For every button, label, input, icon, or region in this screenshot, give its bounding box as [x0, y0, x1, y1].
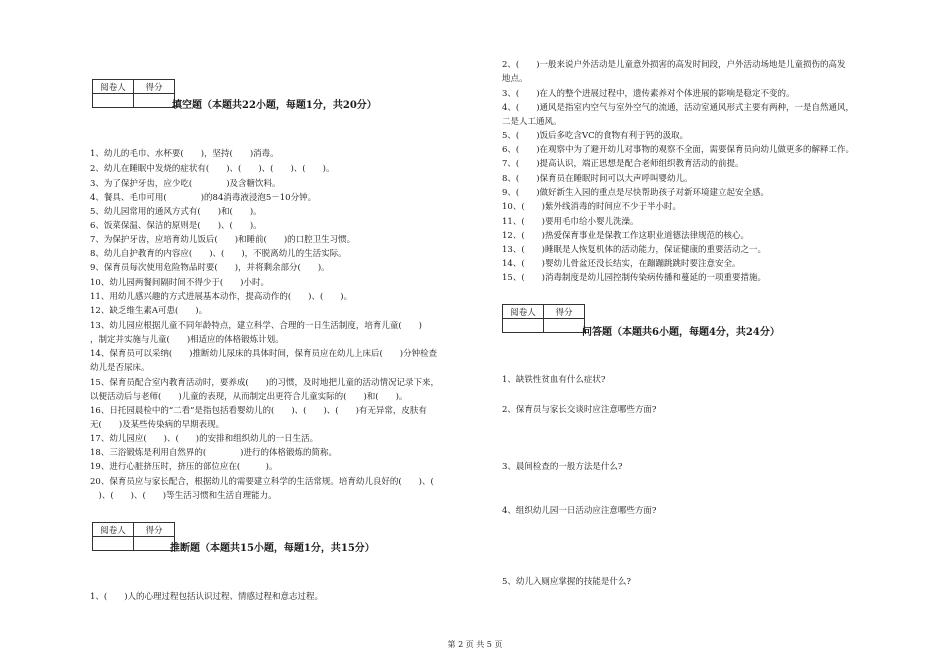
fill-question: 20、保育员应与家长配合，根据幼儿的需要建立科学的生活常规。培育幼儿良好的( )、(: [90, 477, 434, 487]
fill-question: 2、幼儿在睡眠中发烧的症状有( )、( )、( )、( )。: [90, 164, 335, 174]
judge-question: 11、( )要用毛巾给小婴儿洗澡。: [502, 217, 639, 227]
fill-question: 19、进行心脏挤压时，挤压的部位应在( )。: [90, 462, 278, 472]
score-label: 得分: [134, 80, 175, 94]
section2-title: 推断题（本题共15小题，每题1分，共15分）: [170, 543, 375, 554]
fill-question: 10、幼儿园两餐间隔时间不得少于( )小时。: [90, 278, 269, 288]
fill-question: 5、幼儿园常用的通风方式有( )和( )。: [90, 207, 262, 217]
score-box-section3: [502, 304, 585, 333]
score-box-section1: [92, 79, 175, 108]
fill-question: 12、缺乏维生素A可患( )。: [90, 306, 208, 316]
fill-question: 8、幼儿自护教育的内容应( )、( )，不脱离幼儿的生活实际。: [90, 249, 347, 259]
section1-title: 填空题（本题共22小题，每题1分，共20分）: [172, 100, 377, 111]
judge-question: 15、( )消毒制度是幼儿园控制传染病传播和蔓延的一项重要措施。: [502, 273, 766, 283]
judge-question: 7、( )提高认识，端正思想是配合老师组织教育活动的前提。: [502, 159, 744, 169]
judge-question: 1、( )人的心理过程包括认识过程、情感过程和意志过程。: [90, 592, 324, 602]
grader-label: 阅卷人: [93, 523, 134, 537]
qa-question: 3、晨间检查的一般方法是什么?: [502, 462, 623, 472]
grader-label: 阅卷人: [93, 80, 134, 94]
judge-question: 13、( )睡眠是人恢复机体的活动能力，保证健康的重要活动之一。: [502, 245, 766, 255]
judge-question: 5、( )饭后多吃含VC的食物有利于钙的汲取。: [502, 131, 689, 141]
judge-question: 9、( )做好新生入园的重点是尽快帮助孩子对新环境建立起安全感。: [502, 188, 770, 198]
fill-question: 11、用幼儿感兴趣的方式进展基本动作，提高动作的( )、( )。: [90, 292, 353, 302]
grader-label: 阅卷人: [503, 305, 544, 319]
fill-question: 13、幼儿园应根据儿童不同年龄特点，建立科学、合理的一日生活制度，培育儿童( ): [90, 321, 422, 331]
fill-question-cont: 幼儿是否尿床。: [90, 363, 150, 373]
fill-question: 4、餐具、毛巾可用( )的84消毒液浸泡5－10分钟。: [90, 193, 317, 203]
fill-question: 6、饭菜保温、保洁的原则是( )、( )。: [90, 221, 262, 231]
qa-question: 2、保育员与家长交谈时应注意哪些方面?: [502, 405, 657, 415]
score-label: 得分: [134, 523, 175, 537]
grader-cell: [93, 537, 134, 551]
score-cell: [134, 537, 175, 551]
fill-question: 7、为保护牙齿，应培育幼儿饭后( )和睡前( )的口腔卫生习惯。: [90, 235, 356, 245]
fill-question: 18、三浴锻炼是利用自然界的( )进行的体格锻炼的简称。: [90, 448, 337, 458]
judge-question-cont: 地点。: [502, 74, 528, 84]
judge-question: 12、( )热爱保育事业是保教工作这职业道德法律规范的核心。: [502, 231, 749, 241]
fill-question-cont: )、( )、( )等生活习惯和生活自理能力。: [90, 491, 277, 501]
qa-question: 5、幼儿入厕应掌握的技能是什么?: [502, 577, 631, 587]
judge-question: 2、( )一般来说户外活动是儿童意外损害的高发时间段，户外活动场地是儿童损伤的高发: [502, 60, 846, 70]
score-box-section2: [92, 522, 175, 551]
fill-question-cont: 无( )及某些传染病的早期表现。: [90, 420, 225, 430]
fill-question: 16、日托园晨检中的“二看”是指包括看婴幼儿的( )、( )、( )有无异常，皮肤有: [90, 406, 427, 416]
score-label: 得分: [544, 305, 585, 319]
fill-question: 3、为了保护牙齿，应少吃( )及含糖饮料。: [90, 179, 281, 189]
judge-question: 8、( )保育员在睡眠时间可以大声呼叫婴幼儿。: [502, 174, 693, 184]
judge-question: 10、( )紫外线消毒的时间应不少于半小时。: [502, 202, 681, 212]
fill-question: 17、幼儿园应( )、( )的安排和组织幼儿的一日生活。: [90, 434, 319, 444]
fill-question-cont: 以便活动后与老师( )儿童的表现，从而制定出更符合儿童实际的( )和( )。: [90, 392, 408, 402]
qa-question: 1、缺铁性贫血有什么症状?: [502, 375, 606, 385]
score-cell: [544, 319, 585, 333]
fill-question: 1、幼儿的毛巾、水杯要( )，坚持( )消毒。: [90, 149, 279, 159]
fill-question: 9、保育员每次使用危险物品时要( )，并将剩余部分( )。: [90, 263, 330, 273]
fill-question-cont: ，制定并实施与儿童( )相适应的体格锻炼计划。: [90, 335, 284, 345]
judge-question-cont: 二是人工通风。: [502, 117, 562, 127]
qa-question: 4、组织幼儿园一日活动应注意哪些方面?: [502, 506, 657, 516]
grader-cell: [503, 319, 544, 333]
fill-question: 15、保育员配合室内教育活动时，要养成( )的习惯，及时地把儿童的活动情况记录下来，: [90, 378, 439, 388]
grader-cell: [93, 94, 134, 108]
section3-title: 问答题（本题共6小题，每题4分，共24分）: [582, 327, 780, 338]
score-cell: [134, 94, 175, 108]
fill-question: 14、保育员可以采纳( )推断幼儿尿床的具体时间，保育员应在幼儿上床后( )分钟检查: [90, 349, 438, 359]
judge-question: 3、( )在人的整个进展过程中，遗传素养对个体进展的影响是稳定不变的。: [502, 89, 795, 99]
judge-question: 14、( )婴幼儿骨盆还没长结实，在蹦蹦跳跳时要注意安全。: [502, 259, 741, 269]
judge-question: 4、( )通风是指室内空气与室外空气的流通，活动室通风形式主要有两种，一是自然通风，: [502, 103, 855, 113]
page-footer: 第 2 页 共 5 页: [447, 640, 503, 649]
judge-question: 6、( )在观察中为了避开幼儿对事物的观察不全面，需要保育员向幼儿做更多的解释工作。: [502, 145, 855, 155]
